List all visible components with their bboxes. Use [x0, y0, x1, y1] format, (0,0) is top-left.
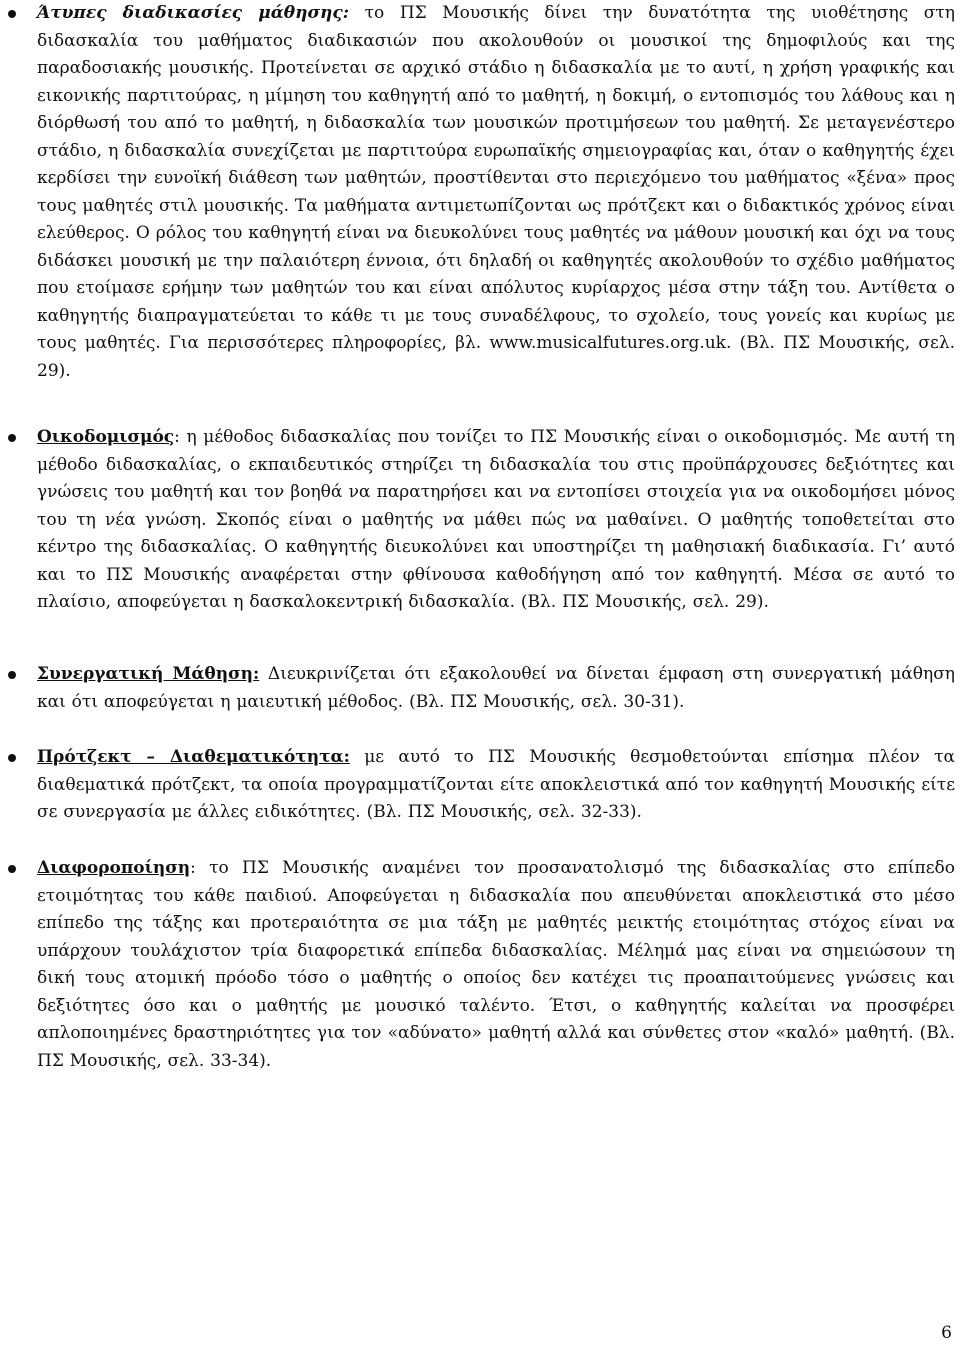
item-term: Συνεργατική Μάθηση:	[37, 664, 260, 684]
list-item-informal-learning	[37, 0, 955, 385]
item-term: Άτυπες διαδικασίες μάθησης:	[37, 3, 349, 23]
item-term: Οικοδομισμός	[37, 427, 175, 447]
item-text: Διευκρινίζεται ότι εξακολουθεί να δίνεται έμφαση στη συνεργατική μάθηση και ότι αποφεύγεται η μαιευτική μέθοδος. (Βλ. ΠΣ Μουσικής, σελ. 30-31).	[37, 664, 955, 712]
list-item-cooperative-learning	[37, 661, 955, 716]
list-item-project-crosscurricular	[37, 744, 955, 827]
list-item-constructivism	[37, 424, 955, 617]
list-item-differentiation	[37, 855, 955, 1075]
item-term: Διαφοροποίηση	[37, 858, 191, 878]
page-number: 6	[941, 1323, 952, 1343]
item-text: : το ΠΣ Μουσικής αναμένει τον προσανατολισμό της διδασκαλίας στο επίπεδο ετοιμότητας του κάθε παιδιού. Αποφεύγεται η διδασκαλία που απευθύνεται αποκλειστικά στο μέσο επίπεδο της τάξης και προτεραιότητα σε μια τάξη με μαθητές μεικτής ετοιμότητας στόχος είναι να υπάρχουν τουλάχιστον τρία διαφορετικά επίπεδα διδασκαλίας. Μέλημά μας είναι να σημειώσουν τη δική τους ατομική πρόοδο τόσο ο μαθητής ο οποίος δεν κατέχει τις προαπαιτούμενες γνώσεις και δεξιότητες όσο και ο μαθητής με μουσικό ταλέντο. Έτσι, ο καθηγητής καλείται να προσφέρει απλοποιημένες δραστηριότητες για τον «αδύνατο» μαθητή αλλά και σύνθετες στον «καλό» μαθητή. (Βλ. ΠΣ Μουσικής, σελ. 33-34).	[37, 858, 955, 1071]
bullet-icon	[8, 661, 18, 689]
bullet-icon	[8, 424, 18, 452]
bullet-icon	[8, 855, 18, 883]
item-term: Πρότζεκτ – Διαθεματικότητα:	[37, 747, 350, 767]
item-text: με αυτό το ΠΣ Μουσικής θεσμοθετούνται επίσημα πλέον τα διαθεματικά πρότζεκτ, τα οποία προγραμματίζονται είτε αποκλειστικά από τον καθηγητή Μουσικής είτε σε συνεργασία με άλλες ειδικότητες. (Βλ. ΠΣ Μουσικής, σελ. 32-33).	[37, 747, 956, 822]
bullet-icon	[8, 0, 18, 28]
bullet-icon	[8, 744, 18, 772]
item-text: : η μέθοδος διδασκαλίας που τονίζει το ΠΣ Μουσικής είναι ο οικοδομισμός. Με αυτή τη μέθοδο διδασκαλίας, ο εκπαιδευτικός στηρίζει τη διδασκαλία του στις προϋπάρχουσες δεξιότητες και γνώσεις του μαθητή και τον βοηθά να παρατηρήσει και να εντοπίσει στοιχεία για να οικοδομήσει μόνος του τη νέα γνώση. Σκοπός είναι ο μαθητής να μάθει πώς να μαθαίνει. Ο μαθητής τοποθετείται στο κέντρο της διδασκαλίας. Ο καθηγητής διευκολύνει και υποστηρίζει τη μαθησιακή διαδικασία. Γι’ αυτό και το ΠΣ Μουσικής αναφέρεται στην φθίνουσα καθοδήγηση από τον καθηγητή. Μέσα σε αυτό το πλαίσιο, αποφεύγεται η δασκαλοκεντρική διδασκαλία. (Βλ. ΠΣ Μουσικής, σελ. 29).	[37, 427, 955, 612]
item-text: το ΠΣ Μουσικής δίνει την δυνατότητα της υιοθέτησης στη διδασκαλία του μαθήματος διαδικασιών που ακολουθούν οι μουσικοί της δημοφιλούς και της παραδοσιακής μουσικής. Προτείνεται σε αρχικό στάδιο η διδασκαλία με το αυτί, η χρήση γραφικής και εικονικής παρτιτούρας, η μίμηση του καθηγητή από το μαθητή, η δοκιμή, ο εντοπισμός του λάθους και η διόρθωσή του από το μαθητή, η διδασκαλία των μουσικών προτιμήσεων του μαθητή. Σε μεταγενέστερο στάδιο, η διδασκαλία συνεχίζεται με παρτιτούρα ευρωπαϊκής σημειογραφίας και, όταν ο καθηγητής έχει κερδίσει την ευνοϊκή διάθεση των μαθητών, προστίθενται στο περιεχόμενο του μαθήματος «ξένα» προς τους μαθητές στιλ μουσικής. Τα μαθήματα αντιμετωπίζονται ως πρότζεκτ και ο διδακτικός χρόνος είναι ελεύθερος. Ο ρόλος του καθηγητή είναι να διευκολύνει τους μαθητές να μάθουν μουσική και όχι να τους διδάσκει μουσική με την παλαιότερη έννοια, ότι δηλαδή οι καθηγητές ακολουθούν το σχέδιο μαθήματος που ετοίμασε ερήμην των μαθητών του και είναι απόλυτος κυρίαρχος μέσα στην τάξη του. Αντίθετα ο καθηγητής διαπραγματεύεται το κάθε τι με τους συναδέλφους, το σχολείο, τους γονείς και κυρίως με τους μαθητές. Για περισσότερες πληροφορίες, βλ. www.musicalfutures.org.uk. (Βλ. ΠΣ Μουσικής, σελ. 29).	[37, 3, 955, 381]
